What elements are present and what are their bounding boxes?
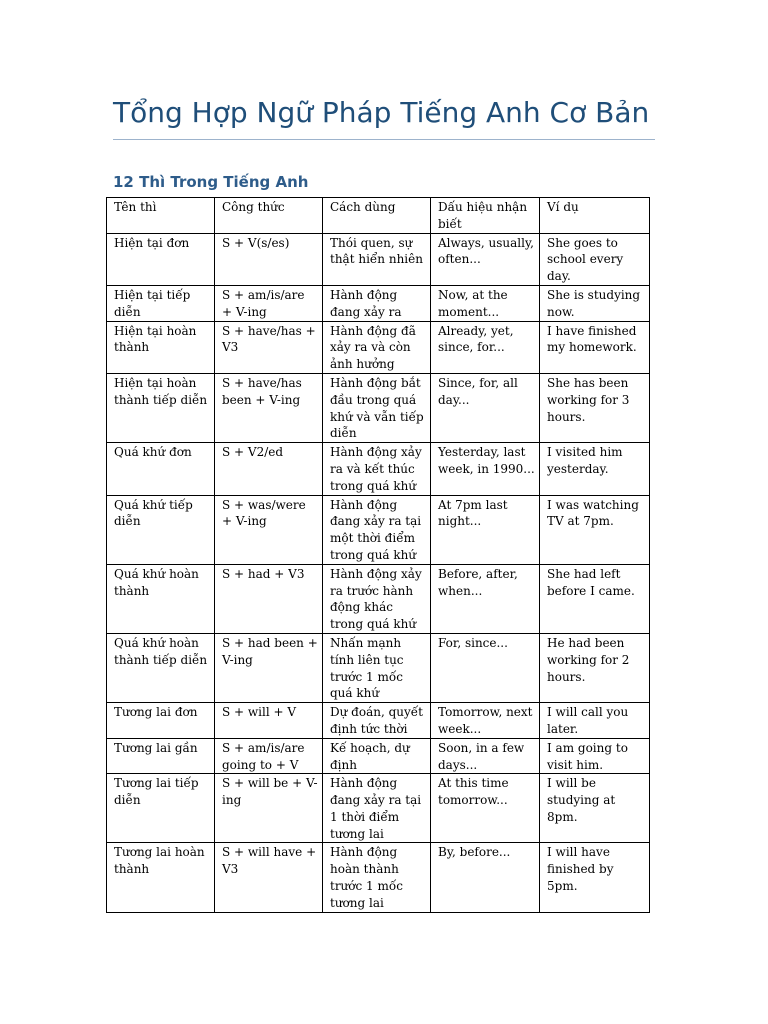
header-cell-usage: Cách dùng [323, 198, 431, 234]
table-row [107, 564, 650, 633]
cell-usage: Hành động bắt đầu trong quá khứ và vẫn tiếp diễn [323, 373, 431, 442]
cell-example: She goes to school every day. [540, 233, 650, 285]
cell-example: I have finished my homework. [540, 321, 650, 373]
header-cell-example: Ví dụ [540, 198, 650, 234]
cell-signal-words: Always, usually, often... [431, 233, 540, 285]
cell-usage: Hành động đang xảy ra [323, 285, 431, 321]
cell-usage: Hành động xảy ra trước hành động khác trong quá khứ [323, 564, 431, 633]
table-row [107, 443, 650, 495]
cell-signal-words: Yesterday, last week, in 1990... [431, 443, 540, 495]
cell-tense-name: Hiện tại hoàn thành tiếp diễn [107, 373, 215, 442]
title-underline [113, 139, 655, 140]
cell-formula: S + V(s/es) [215, 233, 323, 285]
cell-signal-words: Already, yet, since, for... [431, 321, 540, 373]
cell-usage: Hành động đã xảy ra và còn ảnh hưởng [323, 321, 431, 373]
table-row [107, 285, 650, 321]
table-row [107, 373, 650, 442]
cell-tense-name: Hiện tại hoàn thành [107, 321, 215, 373]
cell-signal-words: Since, for, all day... [431, 373, 540, 442]
cell-signal-words: Now, at the moment... [431, 285, 540, 321]
tenses-table [106, 197, 650, 913]
cell-usage: Kế hoạch, dự định [323, 738, 431, 774]
cell-tense-name: Tương lai hoàn thành [107, 843, 215, 912]
document-title: Tổng Hợp Ngữ Pháp Tiếng Anh Cơ Bản [113, 96, 650, 129]
cell-usage: Hành động xảy ra và kết thúc trong quá khứ [323, 443, 431, 495]
header-cell-tense-name: Tên thì [107, 198, 215, 234]
cell-formula: S + had + V3 [215, 564, 323, 633]
cell-tense-name: Quá khứ hoàn thành [107, 564, 215, 633]
cell-tense-name: Quá khứ đơn [107, 443, 215, 495]
cell-formula: S + will have + V3 [215, 843, 323, 912]
cell-signal-words: At this time tomorrow... [431, 774, 540, 843]
cell-example: I will have finished by 5pm. [540, 843, 650, 912]
cell-formula: S + had been + V-ing [215, 633, 323, 702]
cell-tense-name: Tương lai đơn [107, 703, 215, 739]
header-cell-formula: Công thức [215, 198, 323, 234]
cell-example: She is studying now. [540, 285, 650, 321]
cell-tense-name: Tương lai tiếp diễn [107, 774, 215, 843]
cell-formula: S + have/has + V3 [215, 321, 323, 373]
cell-tense-name: Hiện tại tiếp diễn [107, 285, 215, 321]
table-row [107, 703, 650, 739]
cell-signal-words: For, since... [431, 633, 540, 702]
cell-formula: S + am/is/are going to + V [215, 738, 323, 774]
cell-formula: S + will be + V-ing [215, 774, 323, 843]
cell-formula: S + was/were + V-ing [215, 495, 323, 564]
cell-tense-name: Quá khứ tiếp diễn [107, 495, 215, 564]
cell-formula: S + V2/ed [215, 443, 323, 495]
table-row [107, 738, 650, 774]
cell-signal-words: By, before... [431, 843, 540, 912]
cell-usage: Hành động đang xảy ra tại 1 thời điểm tương lai [323, 774, 431, 843]
cell-signal-words: Soon, in a few days... [431, 738, 540, 774]
table-row [107, 843, 650, 912]
cell-tense-name: Quá khứ hoàn thành tiếp diễn [107, 633, 215, 702]
header-cell-signal-words: Dấu hiệu nhận biết [431, 198, 540, 234]
cell-formula: S + will + V [215, 703, 323, 739]
cell-signal-words: At 7pm last night... [431, 495, 540, 564]
table-row [107, 495, 650, 564]
cell-tense-name: Hiện tại đơn [107, 233, 215, 285]
cell-example: I visited him yesterday. [540, 443, 650, 495]
cell-usage: Hành động hoàn thành trước 1 mốc tương lai [323, 843, 431, 912]
cell-usage: Nhấn mạnh tính liên tục trước 1 mốc quá khứ [323, 633, 431, 702]
cell-example: I will be studying at 8pm. [540, 774, 650, 843]
cell-formula: S + am/is/are + V-ing [215, 285, 323, 321]
table-body [107, 233, 650, 912]
cell-signal-words: Tomorrow, next week... [431, 703, 540, 739]
table-row [107, 633, 650, 702]
table-header [107, 198, 650, 234]
cell-usage: Thói quen, sự thật hiển nhiên [323, 233, 431, 285]
table-row [107, 774, 650, 843]
cell-example: I am going to visit him. [540, 738, 650, 774]
cell-example: She had left before I came. [540, 564, 650, 633]
cell-tense-name: Tương lai gần [107, 738, 215, 774]
cell-example: I will call you later. [540, 703, 650, 739]
table-row [107, 321, 650, 373]
cell-formula: S + have/has been + V-ing [215, 373, 323, 442]
table-row [107, 233, 650, 285]
section-heading: 12 Thì Trong Tiếng Anh [113, 173, 309, 191]
table-header-row [107, 198, 650, 234]
cell-usage: Dự đoán, quyết định tức thời [323, 703, 431, 739]
cell-example: He had been working for 2 hours. [540, 633, 650, 702]
cell-usage: Hành động đang xảy ra tại một thời điểm trong quá khứ [323, 495, 431, 564]
cell-signal-words: Before, after, when... [431, 564, 540, 633]
cell-example: She has been working for 3 hours. [540, 373, 650, 442]
cell-example: I was watching TV at 7pm. [540, 495, 650, 564]
